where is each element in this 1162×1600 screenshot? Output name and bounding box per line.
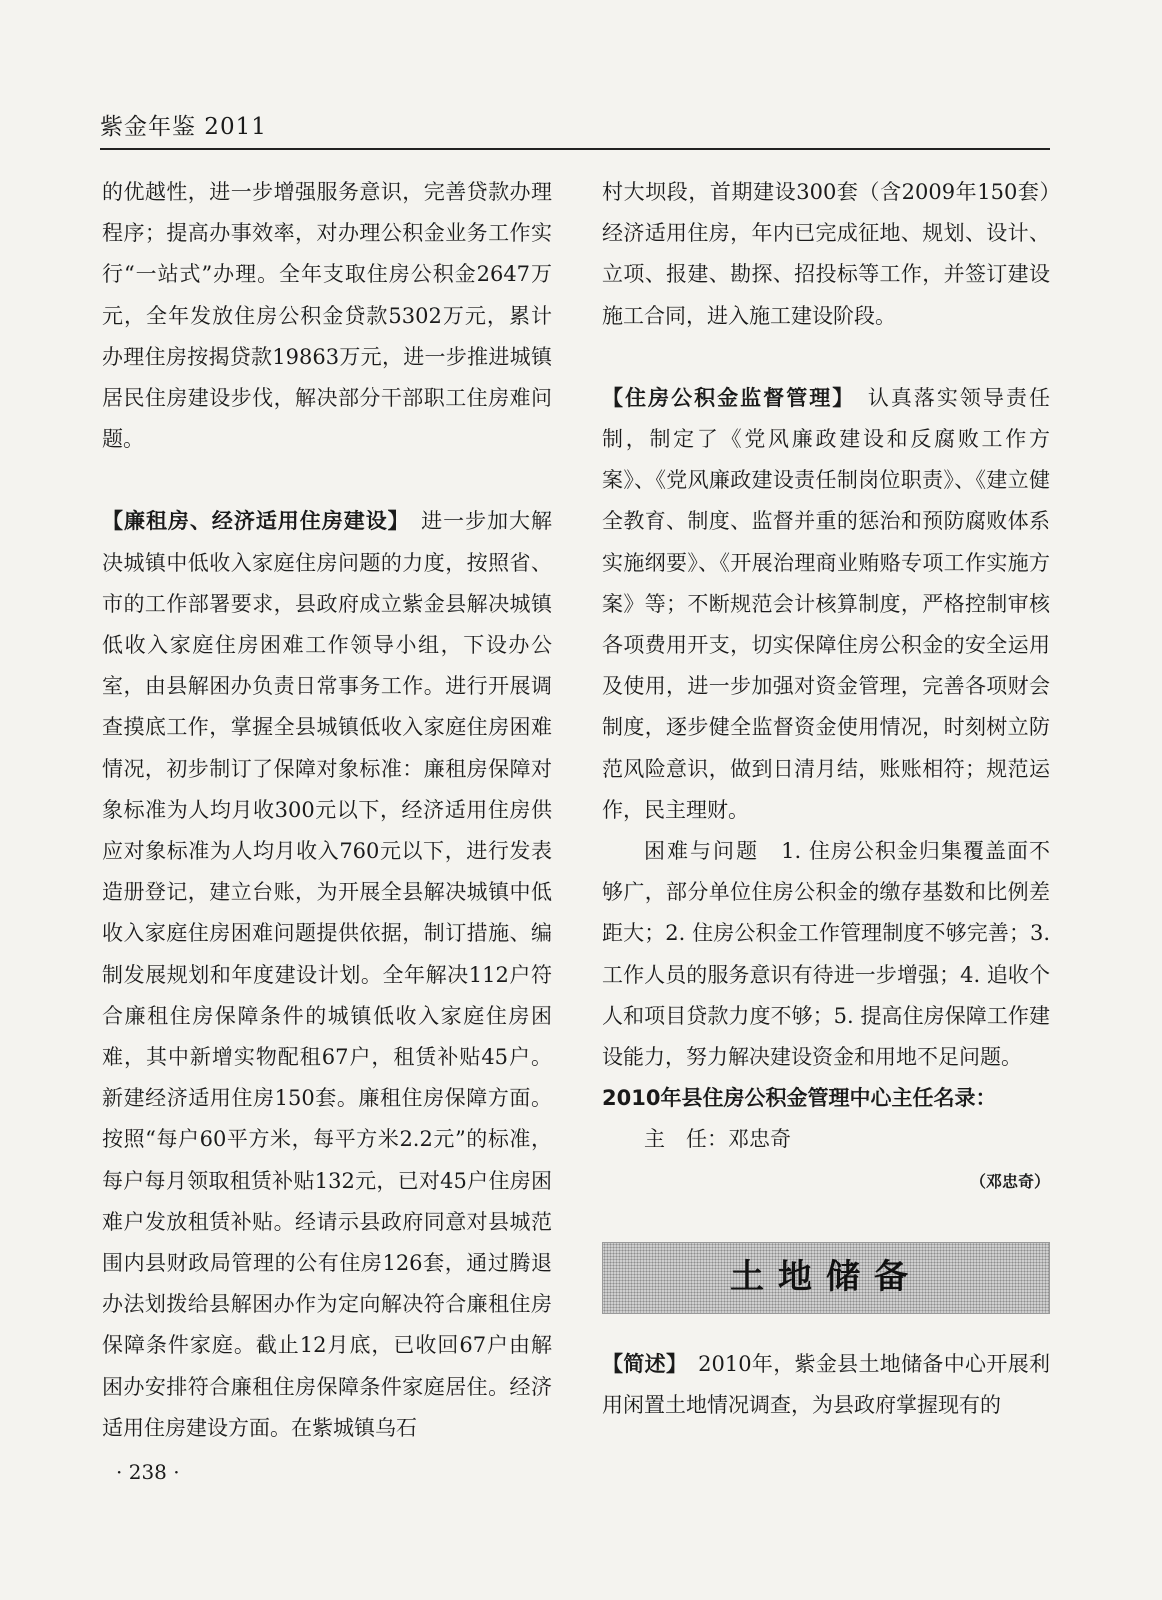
paragraph-low-rent-housing [102,501,552,1449]
header-rule [100,148,1050,150]
right-column [602,172,1050,1426]
section-title-summary: 【简述】 [602,1351,677,1376]
section-title-low-rent-housing: 【廉租房、经济适用住房建设】 [102,509,400,534]
section-body-fund-supervision: 认真落实领导责任制，制定了《党风廉政建设和反腐败工作方案》、《党风廉政建设责任制岗位职责》、《建立健全教育、制度、监督并重的惩治和预防腐败体系实施纲要》、《开展治理商业贿赂专项工作实施方案》等；不断规范会计核算制度，严格控制审核各项费用开支，切实保障住房公积金的安全运用及使用，进一步加强对资金管理，完善各项财会制度，逐步健全监督资金使用情况，时刻树立防范风险意识，做到日清月结，账账相符；规范运作，民主理财。 [602,385,1051,822]
paragraph-affordable-housing-continued: 村大坝段，首期建设300套（含2009年150套）经济适用住房，年内已完成征地、规划、设计、立项、报建、勘探、招投标等工作，并签订建设施工合同，进入施工建设阶段。 [602,180,1050,328]
directory-entry: 主 任：邓忠奇 [644,1127,791,1152]
paragraph-land-reserve-summary [602,1344,1050,1426]
section-body-low-rent-housing: 进一步加大解决城镇中低收入家庭住房问题的力度，按照省、市的工作部署要求，县政府成立紫金县解决城镇低收入家庭住房困难工作领导小组，下设办公室，由县解困办负责日常事务工作。进行开展调查摸底工作，掌握全县城镇低收入家庭住房困难情况，初步制订了保障对象标准：廉租房保障对象标准为人均月收300元以下，经济适用住房供应对象标准为人均月收入760元以下，进行发表造册登记，建立台账，为开展全县解决城镇中低收入家庭住房困难问题提供依据，制订措施、编制发展规划和年度建设计划。全年解决112户符合廉租住房保障条件的城镇低收入家庭住房困难，其中新增实物配租67户，租赁补贴45户。新建经济适用住房150套。廉租住房保障方面。按照“每户60平方米，每平方米2.2元”的标准，每户每月领取租赁补贴132元，已对45户住房困难户发放租赁补贴。经请示县政府同意对县城范围内县财政局管理的公有住房126套，通过腾退办法划拨给县解困办作为定向解决符合廉租住房保障条件家庭。截止12月底，已收回67户由解困办安排符合廉租住房保障条件家庭居住。经济适用住房建设方面。在紫城镇乌石 [102,509,553,1440]
left-column [102,172,552,1449]
directory-heading: 2010年县住房公积金管理中心主任名录： [602,1086,997,1111]
page-number: · 238 · [116,1460,180,1484]
paragraph-provident-fund-service: 的优越性，进一步增强服务意识，完善贷款办理程序；提高办事效率，对办理公积金业务工作实行“一站式”办理。全年支取住房公积金2647万元，全年发放住房公积金贷款5302万元，累计办理住房按揭贷款19863万元，进一步推进城镇居民住房建设步伐，解决部分干部职工住房难问题。 [102,180,552,452]
running-header: 紫金年鉴 2011 [100,114,267,140]
difficulties-label: 困难与问题 [644,839,760,864]
section-body-summary: 2010年，紫金县土地储备中心开展利用闲置土地情况调查，为县政府掌握现有的 [602,1351,1051,1418]
difficulties-body: 1. 住房公积金归集覆盖面不够广，部分单位住房公积金的缴存基数和比例差距大；2. 住房公积金工作管理制度不够完善；3. 工作人员的服务意识有待进一步增强；4. 追收个人和项目贷款力度不够；5. 提高住房保障工作建设能力，努力解决建设资金和用地不足问题。 [602,839,1051,1070]
section-title-fund-supervision: 【住房公积金监督管理】 [602,385,845,410]
paragraph-difficulties [602,831,1050,1078]
author-credit: （邓忠奇） [969,1171,1050,1191]
section-banner-land-reserve: 土地储备 [602,1242,1050,1314]
paragraph-fund-supervision [602,378,1050,831]
